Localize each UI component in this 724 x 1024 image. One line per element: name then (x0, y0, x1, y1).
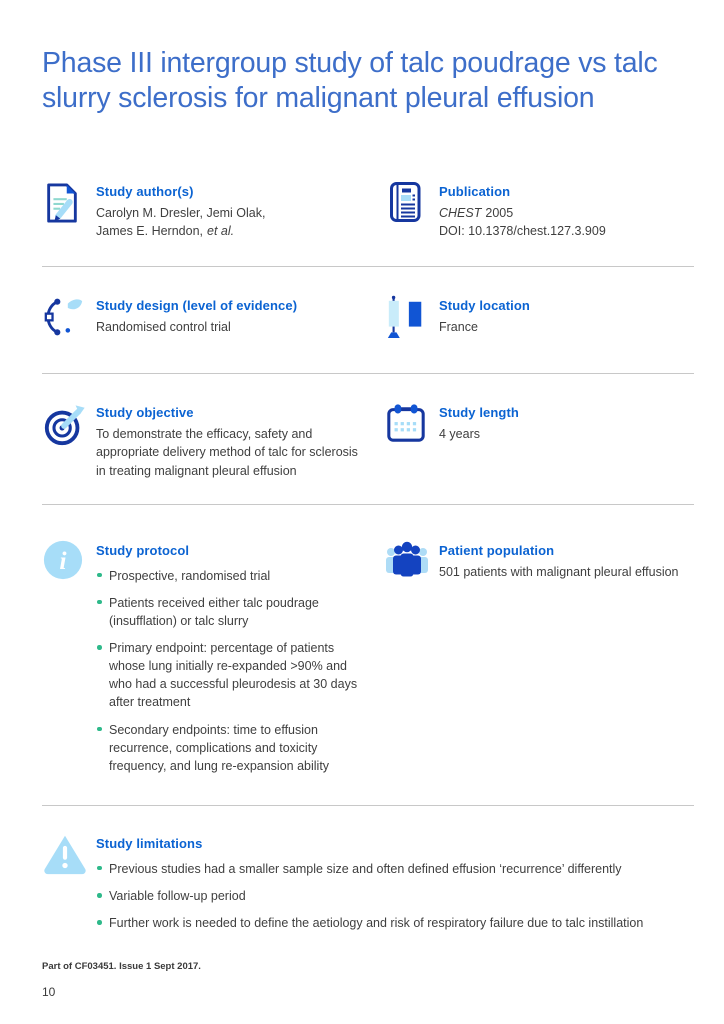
study-authors-label: Study author(s) (96, 184, 194, 200)
study-limitations-bullets (96, 860, 694, 932)
people-icon (385, 539, 431, 581)
limitation-bullet: Previous studies had a smaller sample size and often defined effusion ‘recurrence’ differently (96, 860, 694, 878)
limitation-bullet: Further work is needed to define the aetiology and risk of respiratory failure due to talc instillation (96, 914, 694, 932)
section-study-limitations (42, 832, 694, 932)
section-patient-population (385, 539, 679, 581)
patient-population-value: 501 patients with malignant pleural effusion (439, 564, 679, 579)
divider (42, 373, 694, 374)
section-study-length (385, 401, 519, 445)
row-design-location (42, 294, 694, 342)
target-icon (42, 401, 88, 449)
study-location-label: Study location (439, 298, 530, 314)
row-protocol-population (42, 539, 694, 775)
divider (42, 266, 694, 267)
limitation-bullet: Variable follow-up period (96, 887, 694, 905)
section-publication (385, 180, 606, 240)
footer-note: Part of CF03451. Issue 1 Sept 2017. (42, 961, 201, 972)
warning-triangle-icon (42, 832, 88, 876)
study-protocol-label: Study protocol (96, 542, 190, 558)
section-study-protocol (42, 539, 358, 775)
study-objective-label: Study objective (96, 405, 194, 421)
svg-text:i: i (59, 545, 67, 575)
study-length-value: 4 years (439, 427, 480, 442)
patient-population-label: Patient population (439, 542, 555, 558)
page-number: 10 (42, 985, 56, 999)
protocol-bullet: Secondary endpoints: time to effusion recurrence, complications and toxicity frequency, and lung re-expansion ability (96, 721, 358, 775)
calendar-icon (385, 401, 431, 445)
study-length-label: Study length (439, 405, 519, 421)
divider (42, 805, 694, 806)
study-design-label: Study design (level of evidence) (96, 298, 298, 314)
flag-icon (385, 294, 431, 342)
row-limitations (42, 832, 694, 932)
study-protocol-bullets (96, 567, 358, 775)
bezier-curve-icon (42, 294, 88, 340)
section-study-authors (42, 180, 265, 240)
info-icon (42, 539, 88, 581)
row-objective-length (42, 401, 694, 479)
study-design-value: Randomised control trial (96, 320, 231, 335)
row-authors-publication (42, 180, 694, 240)
page-title: Phase III intergroup study of talc poudrage vs talc slurry sclerosis for malignant pleural effusion (42, 47, 658, 115)
divider (42, 504, 694, 505)
publication-value: CHEST 2005 DOI: 10.1378/chest.127.3.909 (439, 206, 606, 239)
journal-icon (385, 180, 431, 224)
document-pencil-icon (42, 180, 88, 226)
section-study-location (385, 294, 530, 342)
publication-label: Publication (439, 184, 511, 200)
protocol-bullet: Primary endpoint: percentage of patients whose lung initially re-expanded >90% and who had a successful pleurodesis at 30 days after treatment (96, 639, 358, 712)
study-location-value: France (439, 320, 478, 335)
protocol-bullet: Patients received either talc poudrage (insufflation) or talc slurry (96, 594, 358, 630)
protocol-bullet: Prospective, randomised trial (96, 567, 358, 585)
section-study-objective (42, 401, 364, 479)
study-authors-value: Carolyn M. Dresler, Jemi Olak, James E. Herndon, et al. (96, 206, 266, 239)
section-study-design (42, 294, 297, 340)
study-objective-value: To demonstrate the efficacy, safety and appropriate delivery method of talc for sclerosis in treating malignant pleural effusion (96, 427, 358, 478)
study-limitations-label: Study limitations (96, 835, 203, 851)
